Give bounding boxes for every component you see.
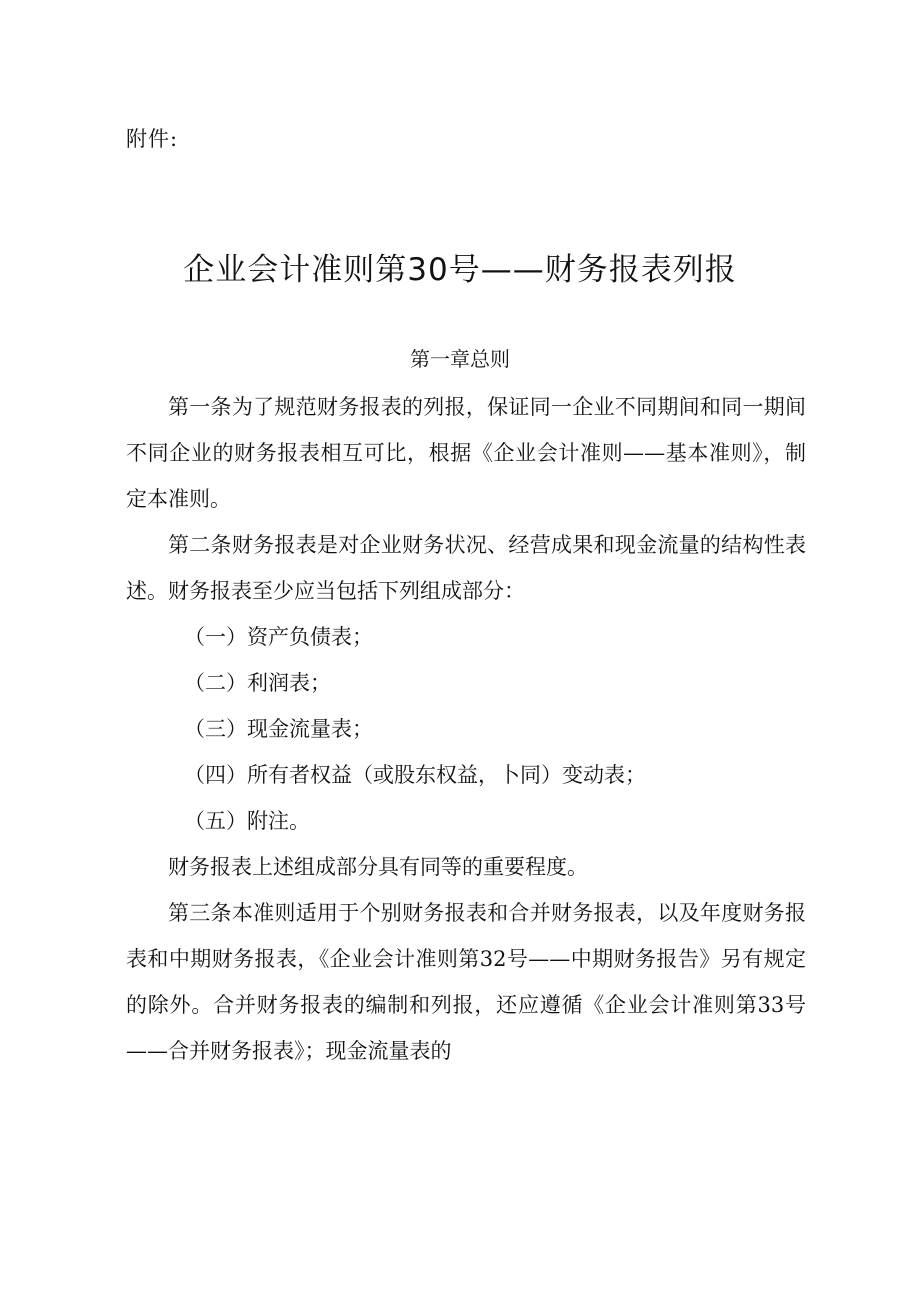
article-1-paragraph: 第一条为了规范财务报表的列报，保证同一企业不同期间和同一期间不同企业的财务报表相互可比，根据《企业会计准则——基本准则》，制定本准则。 — [126, 395, 806, 511]
document-title: 企业会计准则第30号——财务报表列报 — [183, 252, 737, 288]
chapter-heading: 第一章总则 — [410, 347, 510, 371]
list-item: （五）附注。 — [184, 809, 310, 833]
list-item: （三）现金流量表； — [184, 717, 373, 741]
list-item: （二）利润表； — [184, 671, 331, 695]
article-2-closing-paragraph: 财务报表上述组成部分具有同等的重要程度。 — [168, 855, 588, 879]
list-item: （一）资产负债表； — [184, 625, 373, 649]
list-item: （四）所有者权益（或股东权益，卜同）变动表； — [184, 763, 646, 787]
attachment-label: 附件: — [126, 127, 179, 151]
article-3-paragraph: 第三条本准则适用于个别财务报表和合并财务报表，以及年度财务报表和中期财务报表，《企业会计准则第32号——中期财务报告》另有规定的除外。合并财务报表的编制和列报，还应遵循《企业会计准则第33号——合并财务报表》；现金流量表的 — [126, 901, 806, 1063]
article-2-paragraph: 第二条财务报表是对企业财务状况、经营成果和现金流量的结构性表述。财务报表至少应当包括下列组成部分： — [126, 533, 806, 603]
document-body — [126, 384, 806, 1074]
